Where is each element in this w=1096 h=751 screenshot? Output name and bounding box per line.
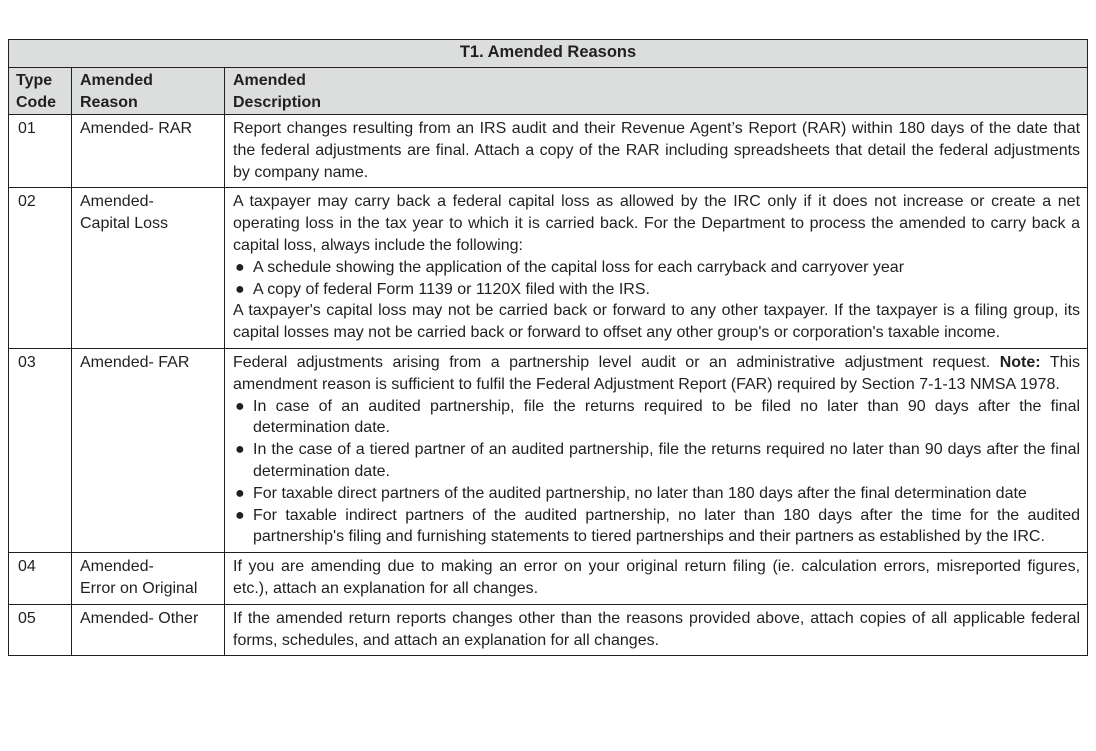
header-type-code-line1: Type	[16, 72, 53, 89]
bullet-item	[233, 279, 1080, 301]
bullet-text: In the case of a tiered partner of an audited partnership, file the returns required no later than 90 days after the final determination date.	[253, 441, 1081, 480]
table-row	[9, 188, 1088, 349]
table-title: T1. Amended Reasons	[9, 40, 1088, 68]
header-reason-line2: Reason	[80, 93, 138, 111]
amended-reason-cell	[72, 348, 225, 552]
bullet-icon: ●	[235, 258, 245, 276]
bullet-icon: ●	[235, 484, 245, 502]
type-code: 02	[18, 193, 36, 211]
bullet-icon: ●	[235, 397, 245, 415]
description-paragraph	[233, 608, 1080, 652]
type-code-cell	[9, 553, 72, 605]
type-code-cell	[9, 348, 72, 552]
description-paragraph	[233, 118, 1080, 183]
type-code-cell	[9, 188, 72, 349]
bullet-item	[233, 439, 1080, 483]
bullet-text: In case of an audited partnership, file the returns required to be filed no later than 90 days after the final determination date.	[253, 397, 1081, 437]
bullet-list	[233, 396, 1080, 549]
bullet-icon: ●	[235, 280, 245, 298]
description-text: If you are amending due to making an error on your original return filing (ie. calculation errors, misreported figures, etc.), attach an explanation for all changes.	[233, 558, 1081, 597]
amended-reason-cell	[72, 553, 225, 605]
description-paragraph	[233, 556, 1080, 600]
bullet-item	[233, 257, 1080, 279]
table-row	[9, 604, 1088, 656]
description-text: A taxpayer's capital loss may not be carried back or forward to any other taxpayer. If the taxpayer is a filing group, its capital losses may not be carried back or forward to offset any other group's or corporation's taxable income.	[233, 302, 1081, 342]
description-text: Report changes resulting from an IRS audit and their Revenue Agent’s Report (RAR) within 180 days of the date that the federal adjustments are final. Attach a copy of the RAR including spreadsheets that detail the federal adjustments by company name.	[233, 120, 1081, 181]
bullet-icon: ●	[235, 506, 245, 524]
description-paragraph	[233, 300, 1080, 344]
amended-reason-cell	[72, 604, 225, 656]
amended-reason-line: Amended-	[80, 193, 154, 211]
note-label: Note:	[999, 353, 1041, 371]
header-type-code	[9, 68, 72, 115]
header-reason-line1: Amended	[80, 72, 153, 89]
type-code-cell	[9, 604, 72, 656]
table-row	[9, 553, 1088, 605]
table-title-row	[9, 40, 1088, 68]
description-text: If the amended return reports changes other than the reasons provided above, attach copies of all applicable federal forms, schedules, and attach an explanation for all changes.	[233, 609, 1081, 649]
type-code: 04	[18, 558, 36, 576]
description-paragraph	[233, 191, 1080, 256]
amended-reason-cell	[72, 115, 225, 188]
amended-description-cell	[225, 188, 1088, 349]
amended-description-cell	[225, 604, 1088, 656]
header-type-code-line2: Code	[16, 93, 56, 111]
header-description-line2: Description	[233, 93, 322, 111]
header-description-line1: Amended	[233, 72, 306, 89]
header-amended-description	[225, 68, 1088, 115]
type-code: 05	[18, 609, 36, 627]
amended-reason-line: Error on Original	[80, 579, 198, 597]
type-code: 01	[18, 120, 36, 137]
header-amended-reason	[72, 68, 225, 115]
amended-description-cell	[225, 115, 1088, 188]
bullet-text: For taxable indirect partners of the audited partnership, no later than 180 days after the time for the audited partnership's filing and furnishing statements to tiered partnerships and their partners as established by the IRC.	[253, 506, 1081, 546]
bullet-item	[233, 396, 1080, 440]
amended-reasons-table	[8, 39, 1088, 656]
table-body	[9, 115, 1088, 656]
description-text: Federal adjustments arising from a partnership level audit or an administrative adjustment request.	[233, 353, 991, 371]
amended-description-cell	[225, 553, 1088, 605]
amended-reason-line: Amended- FAR	[80, 353, 190, 371]
type-code-cell	[9, 115, 72, 188]
table-row	[9, 115, 1088, 188]
bullet-item	[233, 505, 1080, 549]
bullet-text: For taxable direct partners of the audited partnership, no later than 180 days after the final determination date	[253, 484, 1027, 502]
bullet-item	[233, 483, 1080, 505]
bullet-text: A copy of federal Form 1139 or 1120X filed with the IRS.	[253, 280, 650, 298]
amended-reason-line: Amended-	[80, 558, 154, 576]
table-row	[9, 348, 1088, 552]
bullet-icon: ●	[235, 441, 245, 459]
header-row	[9, 68, 1088, 115]
bullet-text: A schedule showing the application of the capital loss for each carryback and carryover year	[253, 258, 905, 276]
description-text: A taxpayer may carry back a federal capital loss as allowed by the IRC only if it does not increase or create a net operating loss in the tax year to which it is carried back. For the Department to process the amended to carry back a capital loss, always include the following:	[233, 193, 1081, 254]
amended-reason-line: Amended- RAR	[80, 120, 193, 137]
bullet-list	[233, 257, 1080, 301]
note-text: This amendment reason is sufficient to fulfil the Federal Adjustment Report (FAR) required by Section 7-1-13 NMSA 1978.	[233, 353, 1081, 393]
amended-description-cell	[225, 348, 1088, 552]
amended-reason-cell	[72, 188, 225, 349]
amended-reason-line: Capital Loss	[80, 215, 169, 233]
description-paragraph	[233, 352, 1080, 396]
amended-reason-line: Amended- Other	[80, 609, 199, 627]
type-code: 03	[18, 353, 36, 371]
